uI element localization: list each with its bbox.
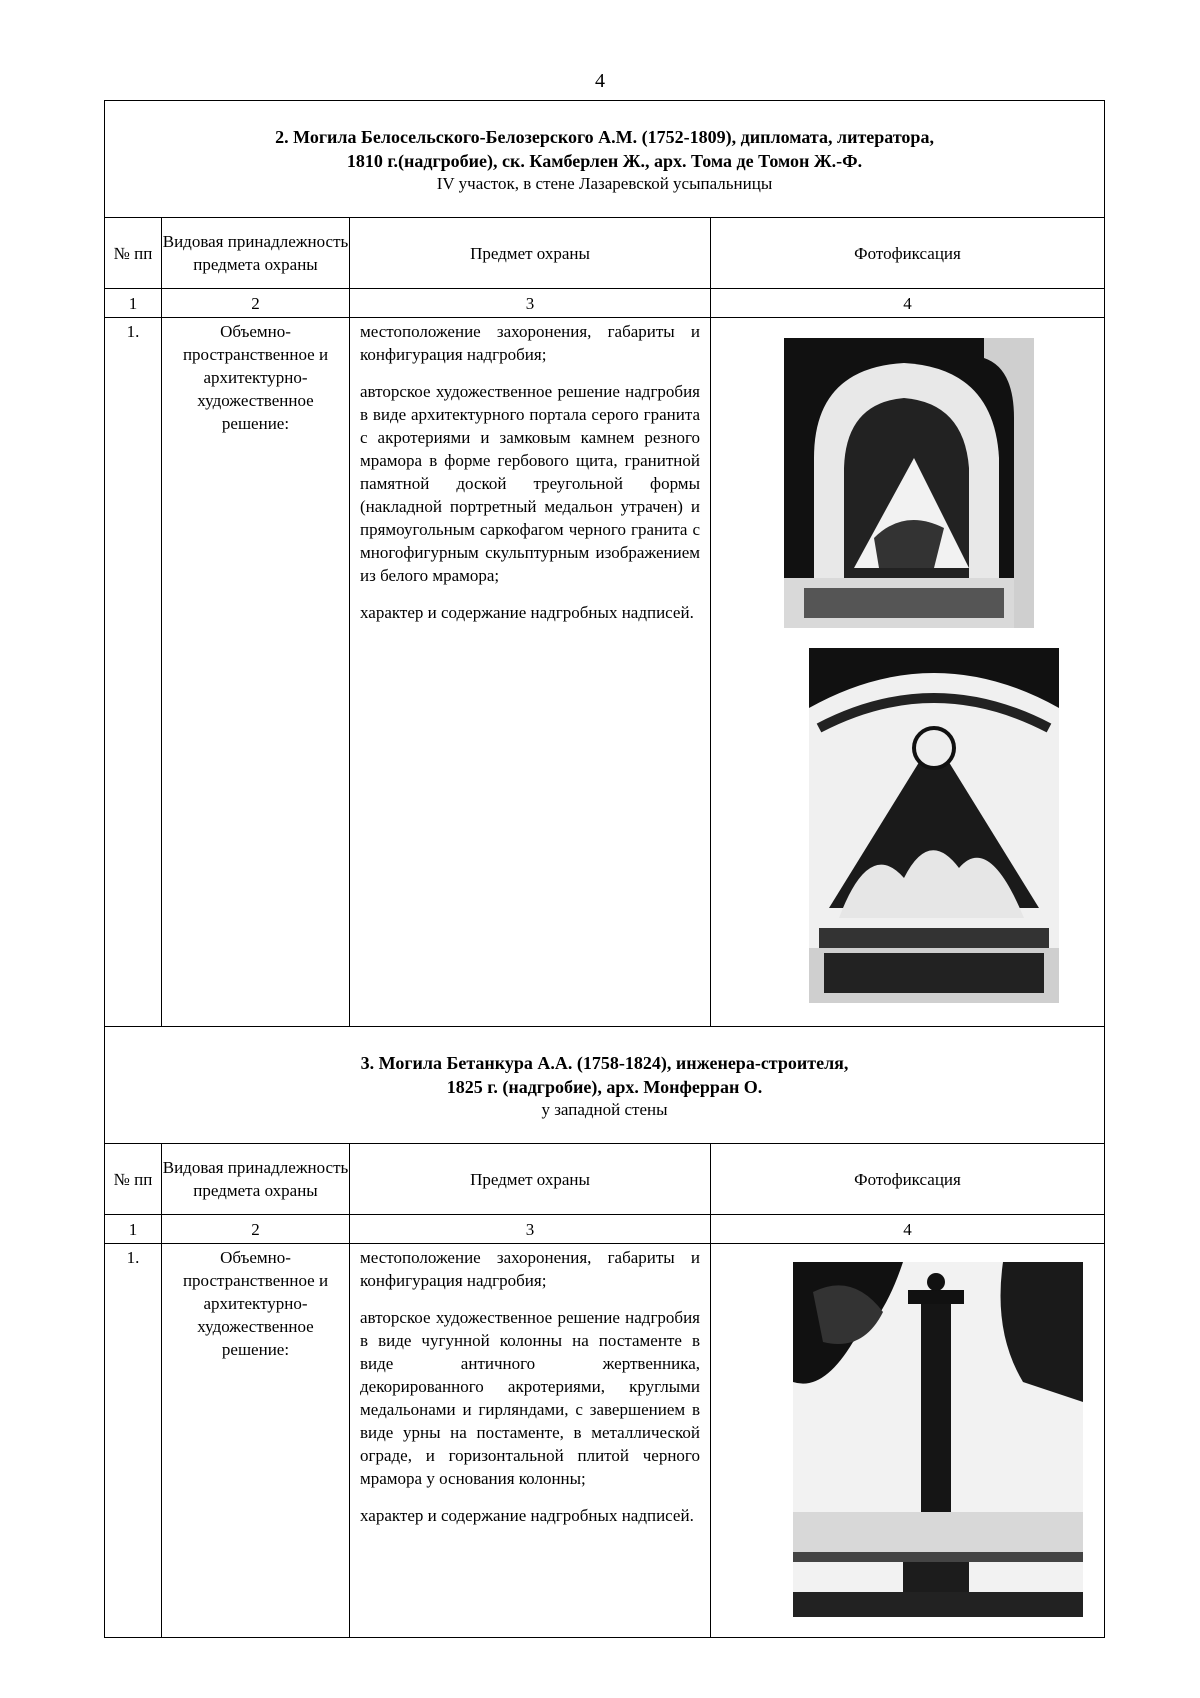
col-number: 3 (350, 289, 711, 318)
col-number: 4 (711, 289, 1105, 318)
header-num: № пп (105, 218, 162, 289)
col-number: 4 (711, 1215, 1105, 1244)
section-location: IV участок, в стене Лазаревской усыпальницы (436, 174, 773, 193)
header-num: № пп (105, 1144, 162, 1215)
subject-paragraph: авторское художественное решение надгробия в виде архитектурного портала серого гранита с акротериями и замковым камнем резного мрамора в форме гербового щита, гранитной памятной доской треугольной формы (накладной портретный медальон утрачен) и прямоугольным саркофагом черного гранита с многофигурным скульптурным изображением из белого мрамора; (360, 382, 700, 585)
section-title-line2: 1810 г.(надгробие), ск. Камберлен Ж., арх. Тома де Томон Ж.-Ф. (346, 151, 863, 171)
section-title-line1: 3. Могила Бетанкура А.А. (1758-1824), инженера-строителя, (360, 1053, 849, 1073)
section-location: у западной стены (541, 1100, 668, 1119)
col-number: 1 (105, 1215, 162, 1244)
row-type: Объемно-пространственное и архитектурно-художественное решение: (162, 1244, 350, 1638)
header-type: Видовая принадлежность предмета охраны (162, 218, 350, 289)
row-photos (711, 318, 1105, 1027)
row-photos (711, 1244, 1105, 1638)
column-monument-photo (793, 1262, 1083, 1617)
header-subject: Предмет охраны (350, 218, 711, 289)
page-number: 4 (595, 70, 605, 92)
subject-paragraph: характер и содержание надгробных надписей. (360, 1506, 694, 1525)
subject-paragraph: авторское художественное решение надгробия в виде чугунной колонны на постаменте в виде античного жертвенника, декорированного акротериями, круглыми медальонами и гирляндами, с завершением в виде урны на постаменте, в металлической ограде, и горизонтальной плитой черного мрамора у основания колонны; (360, 1308, 700, 1488)
row-subject (350, 1244, 711, 1638)
sculpture-photo (809, 648, 1059, 1003)
tomb-portal-photo (784, 338, 1034, 628)
row-num: 1. (105, 318, 162, 1027)
col-number: 1 (105, 289, 162, 318)
section-title-line1: 2. Могила Белосельского-Белозерского А.М. (1752-1809), дипломата, литератора, (275, 127, 934, 147)
col-number: 2 (162, 289, 350, 318)
row-num: 1. (105, 1244, 162, 1638)
protection-table (104, 100, 1105, 1638)
subject-paragraph: характер и содержание надгробных надписей. (360, 603, 694, 622)
header-type: Видовая принадлежность предмета охраны (162, 1144, 350, 1215)
row-subject (350, 318, 711, 1027)
subject-paragraph: местоположение захоронения, габариты и конфигурация надгробия; (360, 1248, 700, 1290)
row-type: Объемно-пространственное и архитектурно-художественное решение: (162, 318, 350, 1027)
header-subject: Предмет охраны (350, 1144, 711, 1215)
col-number: 3 (350, 1215, 711, 1244)
header-photo: Фотофиксация (711, 1144, 1105, 1215)
header-photo: Фотофиксация (711, 218, 1105, 289)
section-2-title (105, 101, 1105, 218)
section-title-line2: 1825 г. (надгробие), арх. Монферран О. (446, 1077, 763, 1097)
subject-paragraph: местоположение захоронения, габариты и конфигурация надгробия; (360, 322, 700, 364)
section-3-title (105, 1027, 1105, 1144)
col-number: 2 (162, 1215, 350, 1244)
